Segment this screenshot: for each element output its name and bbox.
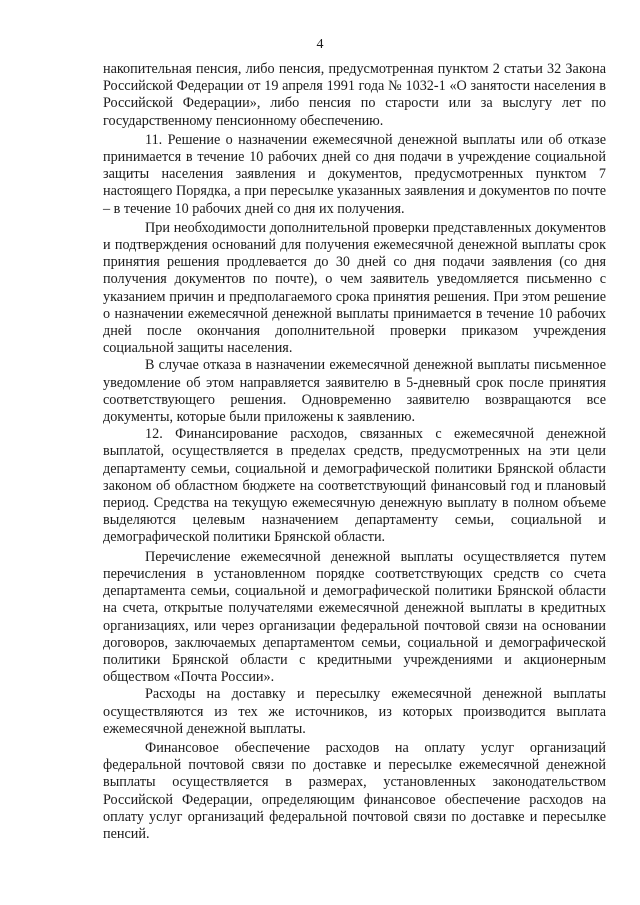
paragraph-clause-12: 12. Финансирование расходов, связанных с ежемесячной денежной выплатой, осуществляется в пределах средств, предусмотренных на эти цели департаменту семьи, социальной и демографической политики Брянской области законом об областном бюджете на соответствующий финансовый год и плановый период. Средства на текущую ежемесячную денежную выплату в полном объеме выделяются целевым назначением департаменту семьи, социальной и демографической политики Брянской области.: [103, 426, 606, 546]
document-body: [103, 61, 606, 843]
paragraph-continuation: накопительная пенсия, либо пенсия, предусмотренная пунктом 2 статьи 32 Закона Российской Федерации от 19 апреля 1991 года № 1032-1 «О занятости населения в Российской Федерации», либо пенсия по старости или за выслугу лет по государственному пенсионному обеспечению.: [103, 61, 606, 129]
paragraph-clause-11: 11. Решение о назначении ежемесячной денежной выплаты или об отказе принимается в течение 10 рабочих дней со дня подачи в учреждение социальной защиты населения заявления и документов, предусмотренных пунктом 7 настоящего Порядка, а при пересылке указанных заявления и документов по почте – в течение 10 рабочих дней со дня их получения.: [103, 131, 606, 217]
paragraph-postal-financing: Финансовое обеспечение расходов на оплату услуг организаций федеральной почтовой связи по доставке и пересылке ежемесячной денежной выплаты осуществляется в размерах, установленных законодательством Российской Федерации, определяющим финансовое обеспечение расходов на оплату услуг организаций федеральной почтовой связи по доставке и пересылке пенсий.: [103, 739, 606, 842]
page-number: 4: [316, 37, 324, 52]
paragraph-transfer: Перечисление ежемесячной денежной выплаты осуществляется путем перечисления в установленном порядке соответствующих средств со счета департамента семьи, социальной и демографической политики Брянской области на счета, открытые получателями ежемесячной денежной выплаты в кредитных организациях, или через организации федеральной почтовой связи на основании договоров, заключаемых департаментом семьи, социальной и демографической политики Брянской области с кредитными учреждениями и акционерным обществом «Почта России».: [103, 548, 606, 686]
paragraph-refusal-notice: В случае отказа в назначении ежемесячной денежной выплаты письменное уведомление об этом направляется заявителю в 5-дневный срок после принятия соответствующего решения. Одновременно заявителю возвращаются все документы, которые были приложены к заявлению.: [103, 357, 606, 426]
paragraph-delivery-costs: Расходы на доставку и пересылку ежемесячной денежной выплаты осуществляются из тех же источников, из которых производится выплата ежемесячной денежной выплаты.: [103, 686, 606, 737]
paragraph-extended-check: При необходимости дополнительной проверки представленных документов и подтверждения оснований для получения ежемесячной денежной выплаты срок принятия решения продлевается до 30 дней со дня подачи заявления (со дня получения документов по почте), о чем заявитель уведомляется письменно с указанием причин и предполагаемого срока принятия решения. При этом решение о назначении ежемесячной денежной выплаты принимается в течение 10 рабочих дней после окончания дополнительной проверки приказом учреждения социальной защиты населения.: [103, 219, 606, 357]
